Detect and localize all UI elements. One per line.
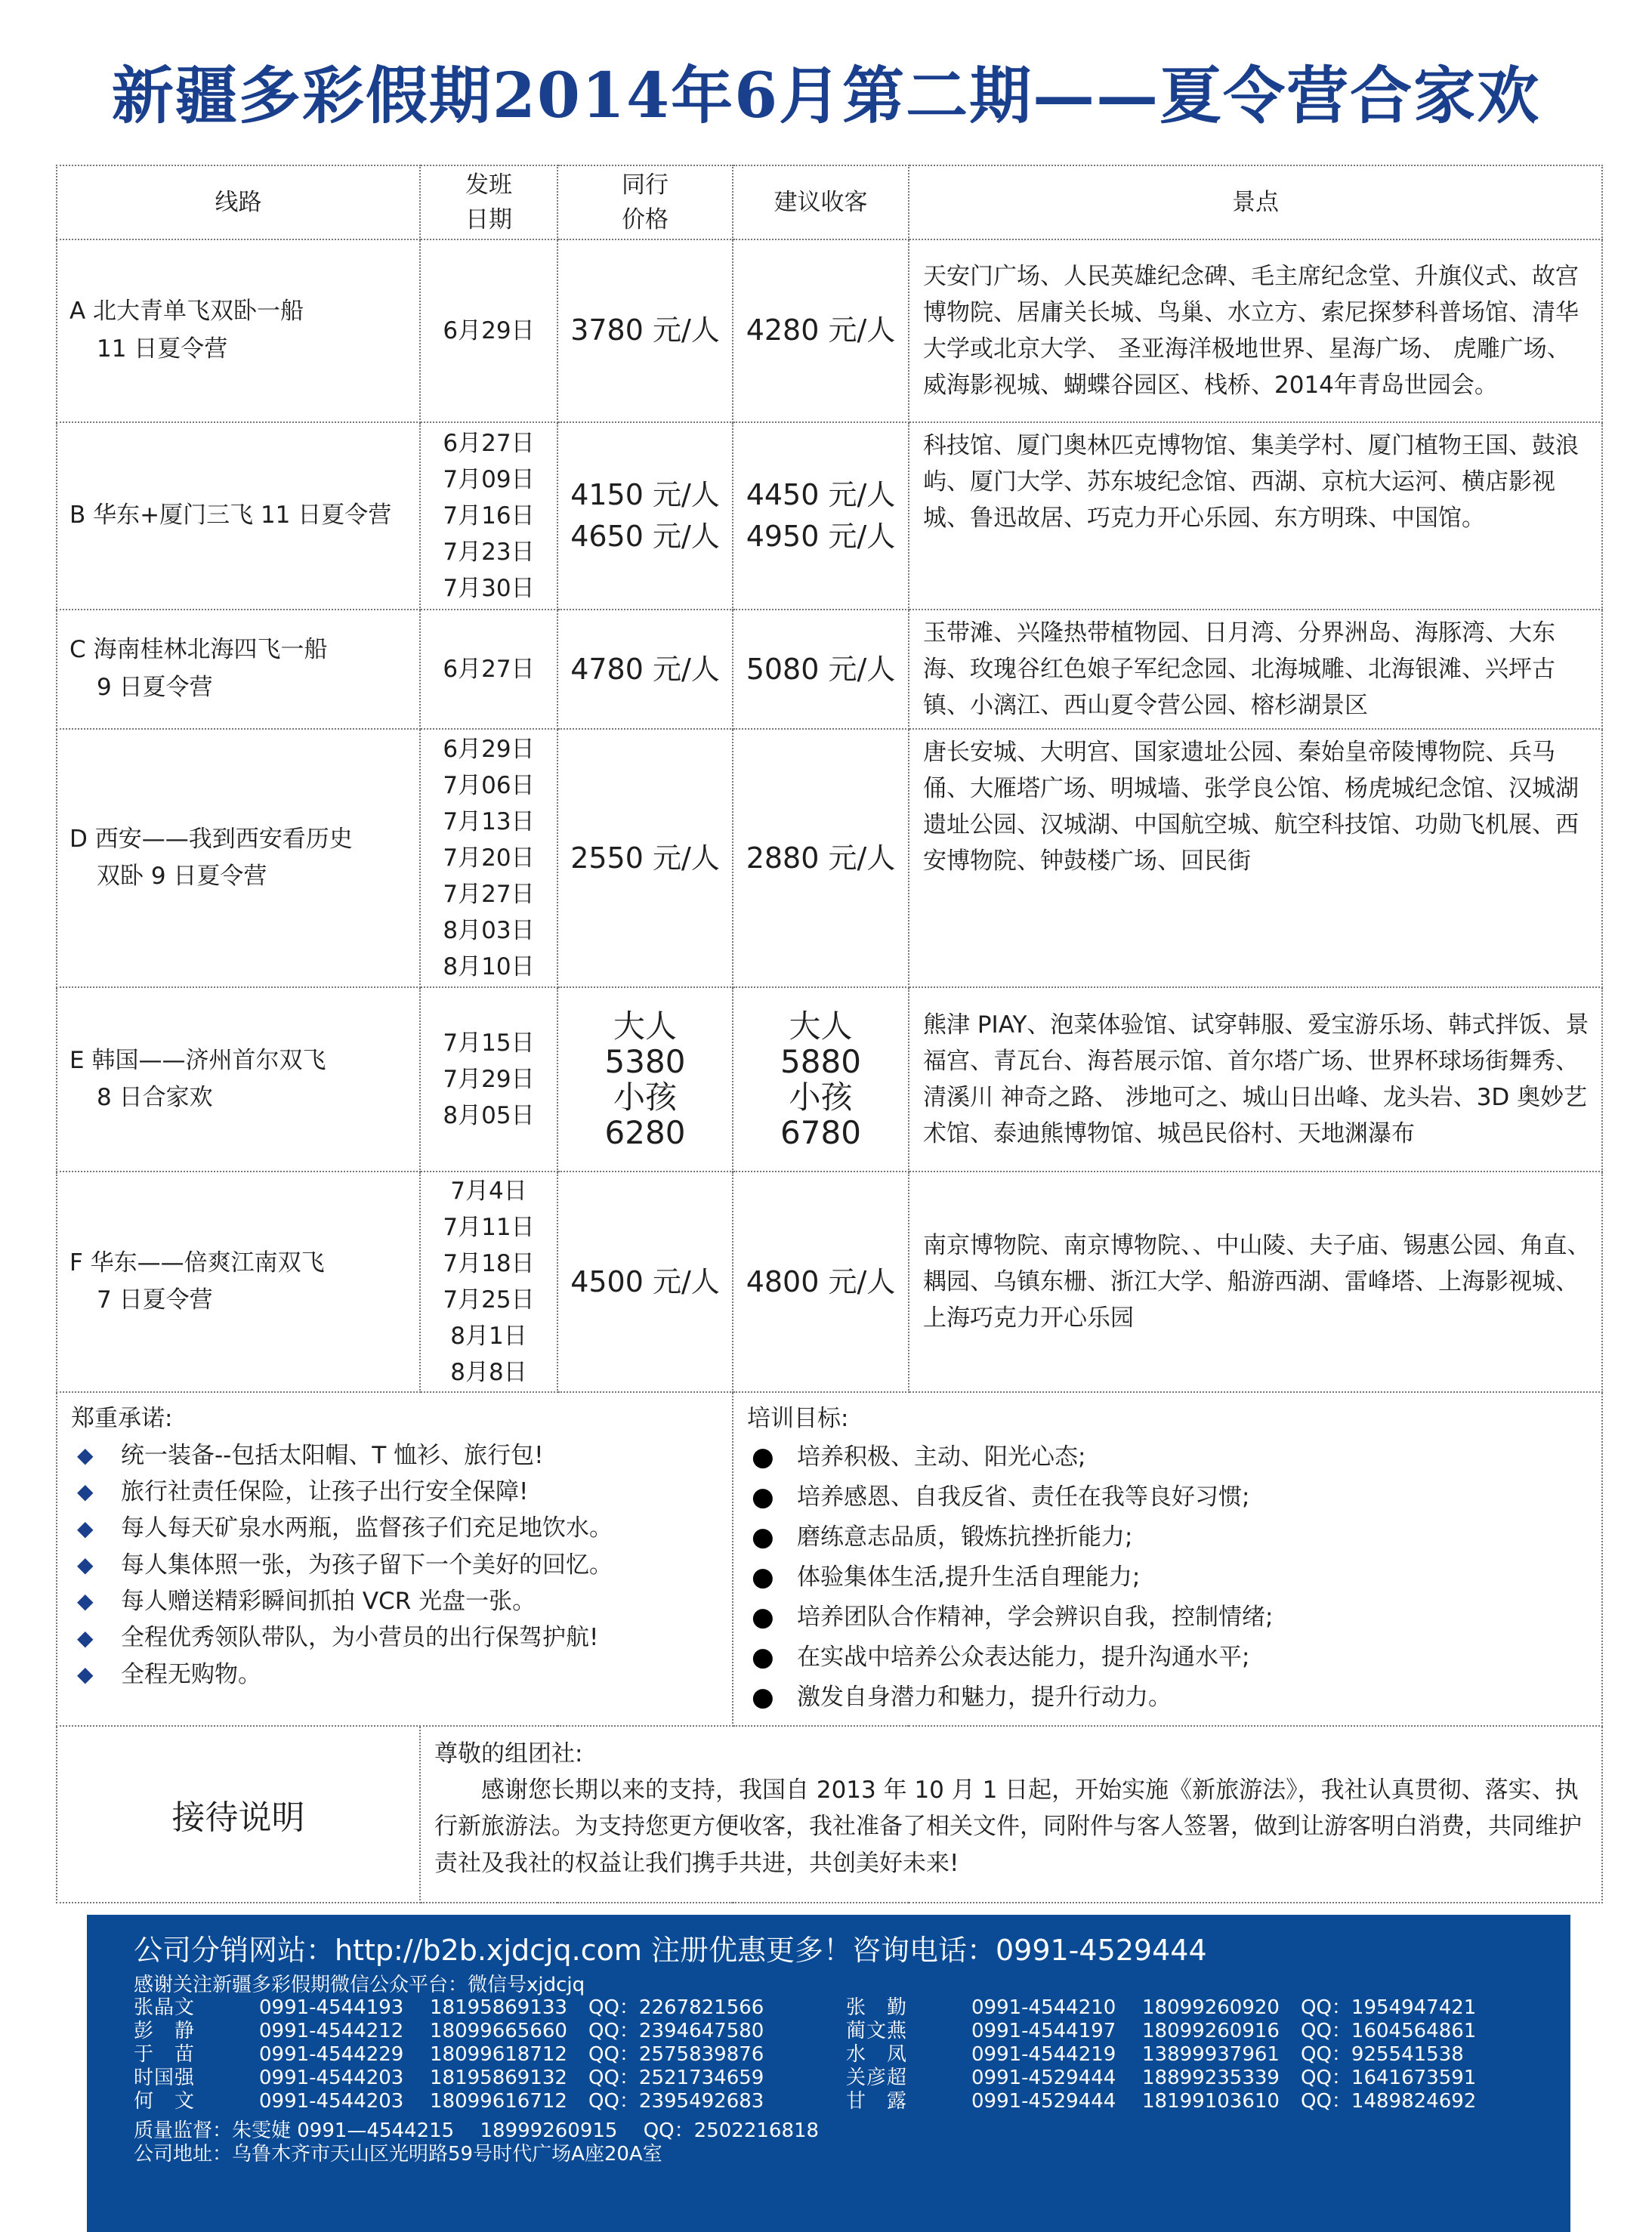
peer-price: 2550 元/人 bbox=[557, 729, 733, 987]
list-item: ◆ 全程优秀领队带队，为小营员的出行保驾护航! bbox=[71, 1619, 720, 1656]
company-address: 公司地址：乌鲁木齐市天山区光明路59号时代广场A座20A室 bbox=[134, 2143, 662, 2166]
list-item: ◆ 旅行社责任保险，让孩子出行安全保障! bbox=[71, 1474, 720, 1510]
contact-row: 于 苗 0991-4544229 18099618712 QQ：2575839876 bbox=[134, 2043, 764, 2066]
route-name: B 华东+厦门三飞 11 日夏令营 bbox=[57, 422, 420, 610]
spots-list: 天安门广场、人民英雄纪念碑、毛主席纪念堂、升旗仪式、故宫博物院、居庸关长城、鸟巢、水立方、索尼探梦科普场馆、清华大学或北京大学、 圣亚海洋极地世界、星海广场、 虎雕广场、威海影视城、蝴蝶谷园区、栈桥、2014年青岛世园会。 bbox=[909, 239, 1602, 422]
list-item: ● 培养积极、主动、阳光心态; bbox=[747, 1437, 1589, 1477]
training-title: 培训目标: bbox=[747, 1405, 849, 1433]
list-item: ● 激发自身潜力和魅力，提升行动力。 bbox=[747, 1678, 1589, 1718]
header-peer-price: 同行 价格 bbox=[557, 165, 733, 239]
suggested-price: 5080 元/人 bbox=[733, 610, 909, 729]
diamond-bullet-icon: ◆ bbox=[77, 1442, 94, 1468]
list-item: ◆ 每人每天矿泉水两瓶，监督孩子们充足地饮水。 bbox=[71, 1510, 720, 1546]
suggested-price: 大人 5880 小孩 6780 bbox=[733, 987, 909, 1172]
route-name: E 韩国——济州首尔双飞 8 日合家欢 bbox=[57, 987, 420, 1172]
header-spots: 景点 bbox=[909, 165, 1602, 239]
spots-list: 科技馆、厦门奥林匹克博物馆、集美学村、厦门植物王国、鼓浪屿、厦门大学、苏东坡纪念馆、西湖、京杭大运河、横店影视城、鲁迅故居、巧克力开心乐园、东方明珠、中国馆。 bbox=[909, 422, 1602, 610]
dot-bullet-icon: ● bbox=[752, 1481, 774, 1512]
contact-row: 水 凤 0991-4544219 13899937961 QQ：925541538 bbox=[846, 2043, 1464, 2066]
route-table bbox=[56, 165, 1603, 1903]
suggested-price: 2880 元/人 bbox=[733, 729, 909, 987]
list-item: ● 体验集体生活,提升生活自理能力; bbox=[747, 1557, 1589, 1598]
spots-list: 熊津 PIAY、泡菜体验馆、试穿韩服、爱宝游乐场、韩式拌饭、景福宫、青瓦台、海苔展示馆、首尔塔广场、世界杯球场街舞秀、清溪川 神奇之路、 涉地可之、城山日出峰、龙头岩、3D 奥妙艺术馆、泰迪熊博物馆、城邑民俗村、天地渊瀑布 bbox=[909, 987, 1602, 1172]
departure-dates: 7月15日 7月29日 8月05日 bbox=[420, 987, 557, 1172]
contact-list-left bbox=[134, 1996, 785, 2113]
table-row bbox=[57, 729, 1602, 987]
list-item: ◆ 统一装备--包括太阳帽、T 恤衫、旅行包! bbox=[71, 1437, 720, 1474]
table-row bbox=[57, 422, 1602, 610]
diamond-bullet-icon: ◆ bbox=[77, 1551, 94, 1577]
suggested-price: 4450 元/人 4950 元/人 bbox=[733, 422, 909, 610]
training-section bbox=[733, 1392, 1602, 1726]
dot-bullet-icon: ● bbox=[752, 1441, 774, 1472]
spots-list: 唐长安城、大明宫、国家遗址公园、秦始皇帝陵博物院、兵马俑、大雁塔广场、明城墙、张学良公馆、杨虎城纪念馆、汉城湖遗址公园、汉城湖、中国航空城、航空科技馆、功勋飞机展、西安博物院、钟鼓楼广场、回民街 bbox=[909, 729, 1602, 987]
list-item: ● 在实战中培养公众表达能力，提升沟通水平; bbox=[747, 1638, 1589, 1678]
peer-price: 4500 元/人 bbox=[557, 1172, 733, 1392]
reception-label: 接待说明 bbox=[57, 1726, 420, 1903]
diamond-bullet-icon: ◆ bbox=[77, 1515, 94, 1541]
contact-footer bbox=[87, 1915, 1570, 2232]
route-name: D 西安——我到西安看历史 双卧 9 日夏令营 bbox=[57, 729, 420, 987]
header-route: 线路 bbox=[57, 165, 420, 239]
list-item: ◆ 每人赠送精彩瞬间抓拍 VCR 光盘一张。 bbox=[71, 1583, 720, 1619]
reception-body: 感谢您长期以来的支持，我国自 2013 年 10 月 1 日起，开始实施《新旅游法》，我社认真贯彻、落实、执行新旅游法。为支持您更方便收客，我社准备了相关文件，同附件与客人签署，做到让游客明白消费，共同维护责社及我社的权益让我们携手共进，共创美好未来! bbox=[434, 1777, 1582, 1877]
spots-list: 南京博物院、南京博物院、、中山陵、夫子庙、锡惠公园、角直、耦园、乌镇东栅、浙江大学、船游西湖、雷峰塔、上海影视城、上海巧克力开心乐园 bbox=[909, 1172, 1602, 1392]
peer-price: 大人 5380 小孩 6280 bbox=[557, 987, 733, 1172]
contact-row: 蔺文燕 0991-4544197 18099260916 QQ：1604564861 bbox=[846, 2020, 1477, 2042]
contact-row: 时国强 0991-4544203 18195869132 QQ：2521734659 bbox=[134, 2067, 764, 2089]
table-row bbox=[57, 239, 1602, 422]
table-row bbox=[57, 610, 1602, 729]
contact-row: 甘 露 0991-4529444 18199103610 QQ：1489824692 bbox=[846, 2090, 1477, 2113]
wechat-info: 感谢关注新疆多彩假期微信公众平台：微信号xjdcjq bbox=[134, 1974, 585, 1996]
diamond-bullet-icon: ◆ bbox=[77, 1479, 94, 1505]
contact-row: 张晶文 0991-4544193 18195869133 QQ：2267821566 bbox=[134, 1996, 764, 2019]
route-name: F 华东——倍爽江南双飞 7 日夏令营 bbox=[57, 1172, 420, 1392]
spots-list: 玉带滩、兴隆热带植物园、日月湾、分界洲岛、海豚湾、大东海、玫瑰谷红色娘子军纪念园、北海城雕、北海银滩、兴坪古镇、小漓江、西山夏令营公园、榕杉湖景区 bbox=[909, 610, 1602, 729]
reception-notice bbox=[420, 1726, 1602, 1903]
contact-list-right bbox=[846, 1996, 1497, 2113]
dot-bullet-icon: ● bbox=[752, 1521, 774, 1552]
suggested-price: 4280 元/人 bbox=[733, 239, 909, 422]
commitment-title: 郑重承诺: bbox=[71, 1405, 173, 1433]
departure-dates: 6月27日 bbox=[420, 610, 557, 729]
diamond-bullet-icon: ◆ bbox=[77, 1625, 94, 1650]
list-item: ◆ 全程无购物。 bbox=[71, 1656, 720, 1693]
departure-dates: 6月29日 7月06日 7月13日 7月20日 7月27日 8月03日 8月10日 bbox=[420, 729, 557, 987]
table-header-row bbox=[57, 165, 1602, 239]
list-item: ● 培养感恩、自我反省、责任在我等良好习惯; bbox=[747, 1477, 1589, 1517]
dot-bullet-icon: ● bbox=[752, 1601, 774, 1632]
route-name: A 北大青单飞双卧一船 11 日夏令营 bbox=[57, 239, 420, 422]
diamond-bullet-icon: ◆ bbox=[77, 1662, 94, 1687]
route-name: C 海南桂林北海四飞一船 9 日夏令营 bbox=[57, 610, 420, 729]
departure-dates: 6月29日 bbox=[420, 239, 557, 422]
table-row bbox=[57, 1172, 1602, 1392]
list-item: ● 培养团队合作精神，学会辨识自我，控制情绪; bbox=[747, 1598, 1589, 1638]
list-item: ● 磨练意志品质，锻炼抗挫折能力; bbox=[747, 1517, 1589, 1557]
diamond-bullet-icon: ◆ bbox=[77, 1588, 94, 1614]
table-row bbox=[57, 987, 1602, 1172]
website-hotline: 公司分销网站：http://b2b.xjdcjq.com 注册优惠更多！咨询电话：0991-4529444 bbox=[134, 1934, 1207, 1967]
contact-row: 关彦超 0991-4529444 18899235339 QQ：1641673591 bbox=[846, 2067, 1477, 2089]
header-date: 发班 日期 bbox=[420, 165, 557, 239]
commitment-section bbox=[57, 1392, 733, 1726]
peer-price: 4150 元/人 4650 元/人 bbox=[557, 422, 733, 610]
dot-bullet-icon: ● bbox=[752, 1681, 774, 1712]
list-item: ◆ 每人集体照一张，为孩子留下一个美好的回忆。 bbox=[71, 1547, 720, 1583]
header-suggested-price: 建议收客 bbox=[733, 165, 909, 239]
reception-greeting: 尊敬的组团社: bbox=[434, 1740, 583, 1767]
peer-price: 3780 元/人 bbox=[557, 239, 733, 422]
suggested-price: 4800 元/人 bbox=[733, 1172, 909, 1392]
commitment-training-row bbox=[57, 1392, 1602, 1726]
dot-bullet-icon: ● bbox=[752, 1641, 774, 1672]
reception-row bbox=[57, 1726, 1602, 1903]
peer-price: 4780 元/人 bbox=[557, 610, 733, 729]
contact-row: 张 勤 0991-4544210 18099260920 QQ：1954947421 bbox=[846, 1996, 1477, 2019]
page-title: 新疆多彩假期2014年6月第二期——夏令营合家欢 bbox=[111, 60, 1541, 132]
contact-row: 彭 静 0991-4544212 18099665660 QQ：2394647580 bbox=[134, 2020, 764, 2042]
contact-row: 何 文 0991-4544203 18099616712 QQ：2395492683 bbox=[134, 2090, 764, 2113]
dot-bullet-icon: ● bbox=[752, 1561, 774, 1592]
departure-dates: 7月4日 7月11日 7月18日 7月25日 8月1日 8月8日 bbox=[420, 1172, 557, 1392]
quality-supervision: 质量监督：朱雯婕 0991—4544215 18999260915 QQ：2502216818 bbox=[134, 2119, 820, 2142]
departure-dates: 6月27日 7月09日 7月16日 7月23日 7月30日 bbox=[420, 422, 557, 610]
